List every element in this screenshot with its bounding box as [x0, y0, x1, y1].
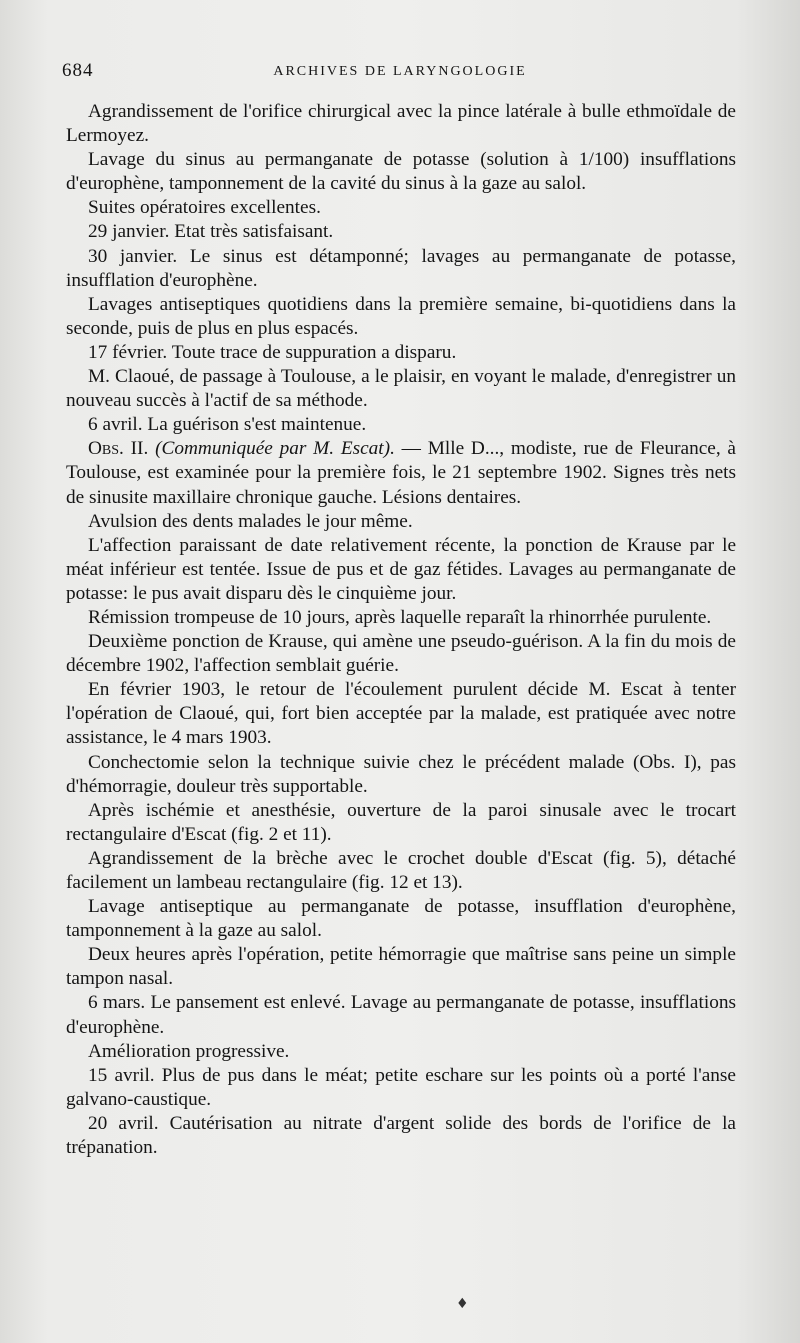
page-number: 684 — [62, 60, 94, 81]
paragraph: 15 avril. Plus de pus dans le méat; petite eschare sur les points où a porté l'anse galvano-caustique. — [66, 1064, 736, 1110]
paragraph: Lavage antiseptique au permanganate de potasse, insufflation d'europhène, tamponnement à la gaze au salol. — [66, 896, 736, 942]
paragraph: Amélioration progressive. — [88, 1040, 290, 1062]
observation-paragraph — [66, 437, 736, 509]
paragraph: 6 mars. Le pansement est enlevé. Lavage au permanganate de potasse, insufflations d'europhène. — [66, 992, 736, 1038]
paragraph: Après ischémie et anesthésie, ouverture de la paroi sinusale avec le trocart rectangulaire d'Escat (fig. 2 et 11). — [66, 799, 736, 845]
paragraph: Rémission trompeuse de 10 jours, après laquelle reparaît la rhinorrhée purulente. — [88, 606, 712, 628]
paragraph: 29 janvier. Etat très satisfaisant. — [88, 221, 334, 243]
observation-text: — Mlle D..., modiste, rue de Fleurance, à Toulouse, est examinée pour la première fois, le 21 septembre 1902. Signes très nets de sinusite maxillaire chronique gauche. Lésions dentaires. — [66, 438, 736, 508]
body-text — [66, 100, 736, 1160]
running-head — [62, 58, 738, 88]
paragraph: Deuxième ponction de Krause, qui amène une pseudo-guérison. A la fin du mois de décembre 1902, l'affection semblait guérie. — [66, 631, 736, 677]
observation-label: Obs. II. — [88, 438, 149, 460]
paragraph: 30 janvier. Le sinus est détamponné; lavages au permanganate de potasse, insufflation d'europhène. — [66, 245, 736, 291]
printer-mark-icon: ♦ — [456, 1296, 469, 1312]
paragraph: Suites opératoires excellentes. — [88, 197, 321, 219]
paragraph: 17 février. Toute trace de suppuration a disparu. — [88, 341, 457, 363]
paragraph: Conchectomie selon la technique suivie chez le précédent malade (Obs. I), pas d'hémorragie, douleur très supportable. — [66, 751, 736, 797]
paragraph: L'affection paraissant de date relativement récente, la ponction de Krause par le méat inférieur est tentée. Issue de pus et de gaz fétides. Lavages au permanganate de potasse: le pus avait disparu dès le cinquième jour. — [66, 534, 736, 604]
paragraph: Lavage du sinus au permanganate de potasse (solution à 1/100) insufflations d'europhène, tamponnement de la cavité du sinus à la gaze au salol. — [66, 149, 736, 195]
paragraph: 6 avril. La guérison s'est maintenue. — [88, 414, 367, 436]
paragraph: 20 avril. Cautérisation au nitrate d'argent solide des bords de l'orifice de la trépanation. — [66, 1112, 736, 1159]
paragraph: Agrandissement de l'orifice chirurgical avec la pince latérale à bulle ethmoïdale de Lermoyez. — [66, 101, 736, 147]
paragraph: Avulsion des dents malades le jour même. — [88, 510, 413, 532]
paragraph: M. Claoué, de passage à Toulouse, a le plaisir, en voyant le malade, d'enregistrer un nouveau succès à l'actif de sa méthode. — [66, 366, 736, 412]
journal-title: ARCHIVES DE LARYNGOLOGIE — [273, 64, 527, 79]
paragraph: Lavages antiseptiques quotidiens dans la première semaine, bi-quotidiens dans la seconde, puis de plus en plus espacés. — [66, 293, 736, 339]
paragraph: Agrandissement de la brèche avec le crochet double d'Escat (fig. 5), détaché facilement un lambeau rectangulaire (fig. 12 et 13). — [66, 847, 736, 893]
observation-source: (Communiquée par M. Escat). — [155, 438, 395, 460]
paragraph: En février 1903, le retour de l'écoulement purulent décide M. Escat à tenter l'opération de Claoué, qui, fort bien acceptée par la malade, est pratiquée avec notre assistance, le 4 mars 1903. — [66, 679, 736, 749]
paragraph: Deux heures après l'opération, petite hémorragie que maîtrise sans peine un simple tampon nasal. — [66, 944, 736, 990]
